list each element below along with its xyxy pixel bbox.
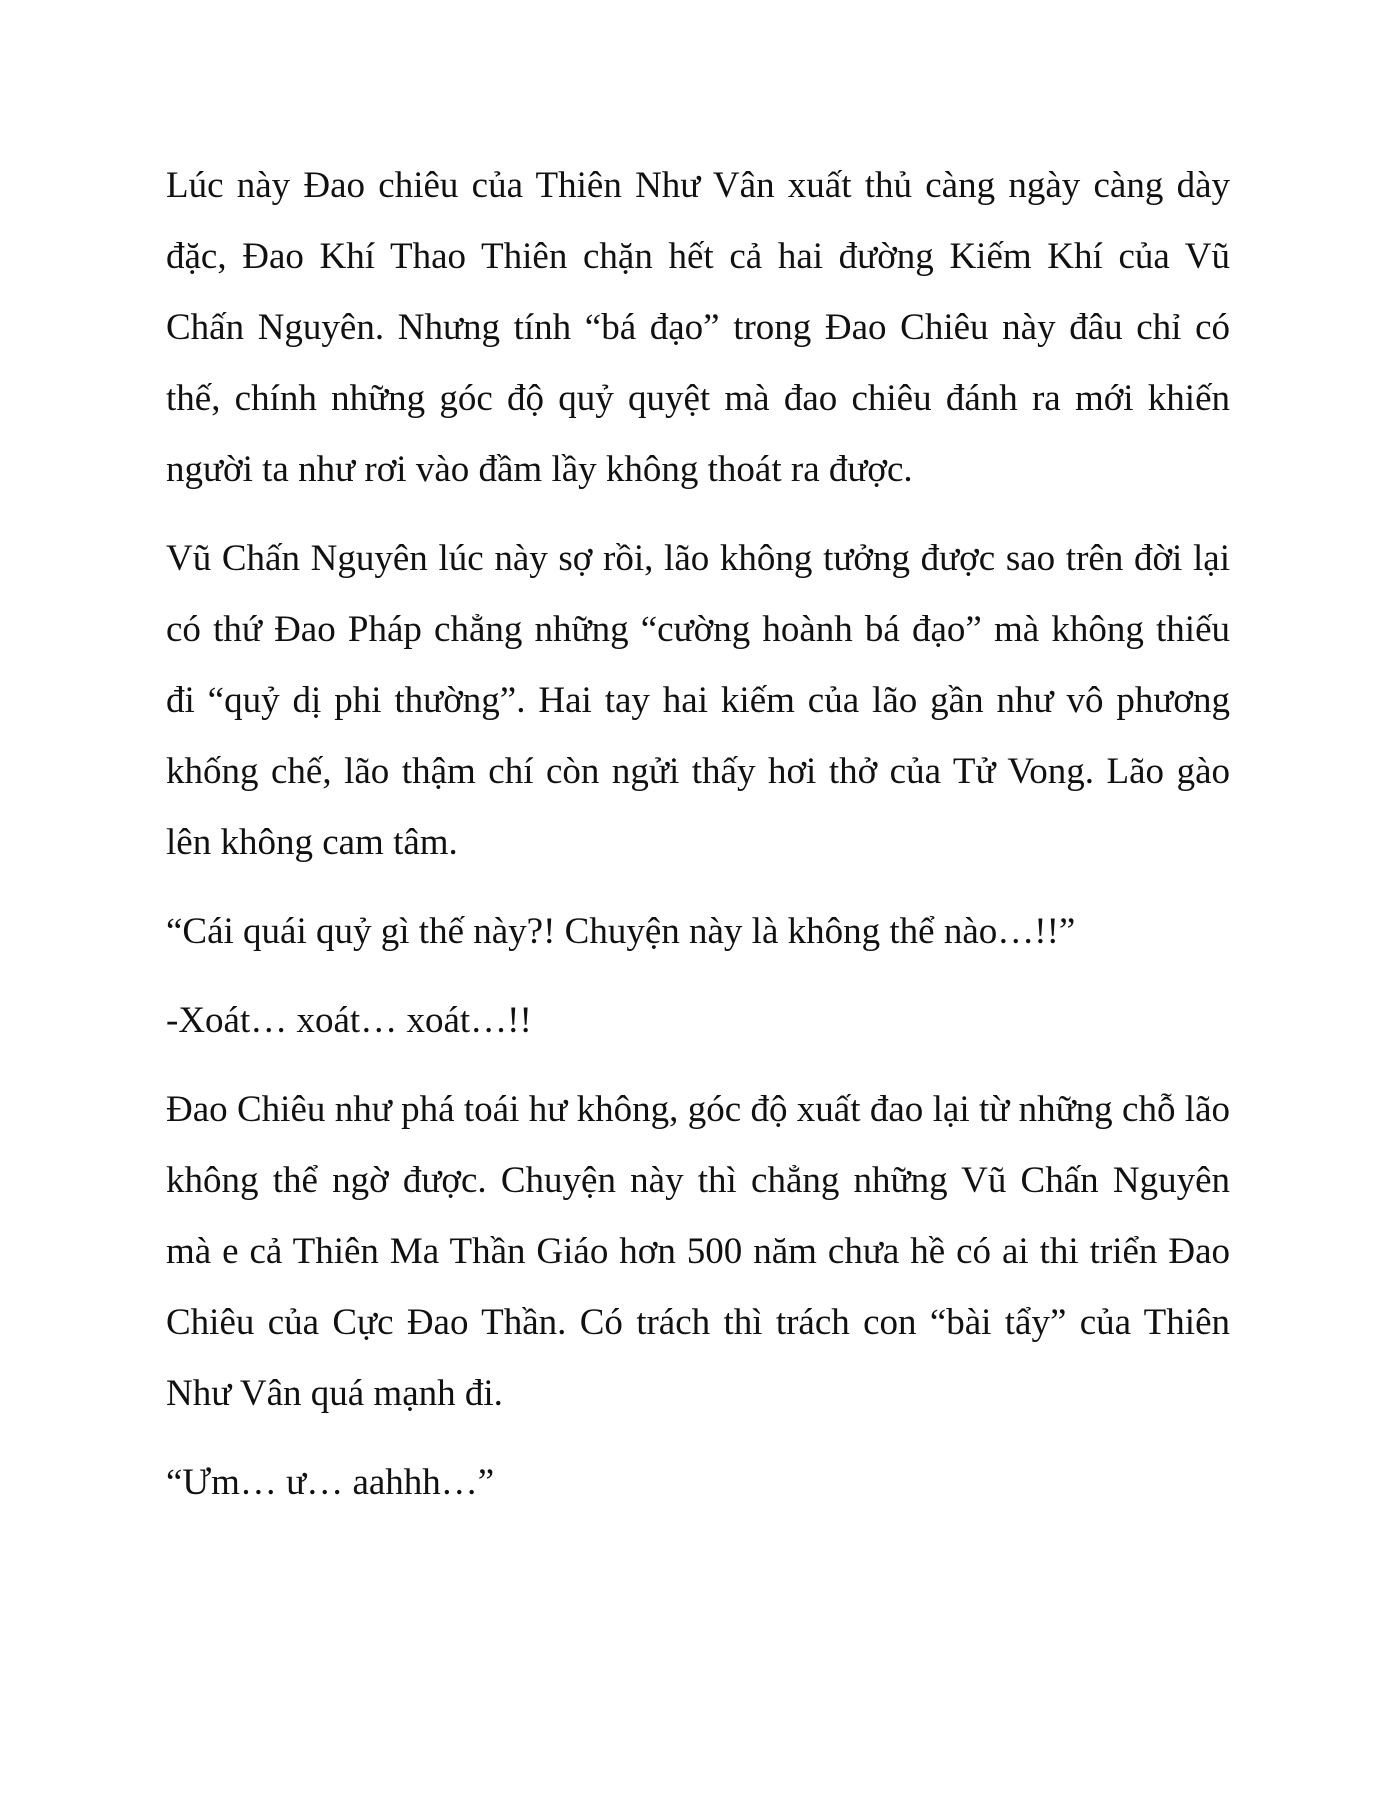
paragraph-5: Đao Chiêu như phá toái hư không, góc độ xuất đao lại từ những chỗ lão không thể ngờ được. Chuyện này thì chẳng những Vũ Chấn Nguyên mà e cả Thiên Ma Thần Giáo hơn 500 năm chưa hề có ai thi triển Đao Chiêu của Cực Đao Thần. Có trách thì trách con “bài tẩy” của Thiên Như Vân quá mạnh đi. (166, 1089, 1230, 1414)
document-page (166, 150, 1230, 1536)
paragraph-1: Lúc này Đao chiêu của Thiên Như Vân xuất thủ càng ngày càng dày đặc, Đao Khí Thao Thiên chặn hết cả hai đường Kiếm Khí của Vũ Chấn Nguyên. Nhưng tính “bá đạo” trong Đao Chiêu này đâu chỉ có thế, chính những góc độ quỷ quyệt mà đao chiêu đánh ra mới khiến người ta như rơi vào đầm lầy không thoát ra được. (166, 165, 1230, 490)
paragraph-3: “Cái quái quỷ gì thế này?! Chuyện này là không thể nào…!!” (166, 911, 1076, 952)
paragraph-6: “Ưm… ư… aahhh…” (166, 1462, 495, 1503)
paragraph-2: Vũ Chấn Nguyên lúc này sợ rồi, lão không tưởng được sao trên đời lại có thứ Đao Pháp chẳng những “cường hoành bá đạo” mà không thiếu đi “quỷ dị phi thường”. Hai tay hai kiếm của lão gần như vô phương khống chế, lão thậm chí còn ngửi thấy hơi thở của Tử Vong. Lão gào lên không cam tâm. (166, 538, 1230, 863)
paragraph-4: -Xoát… xoát… xoát…!! (166, 1000, 532, 1041)
